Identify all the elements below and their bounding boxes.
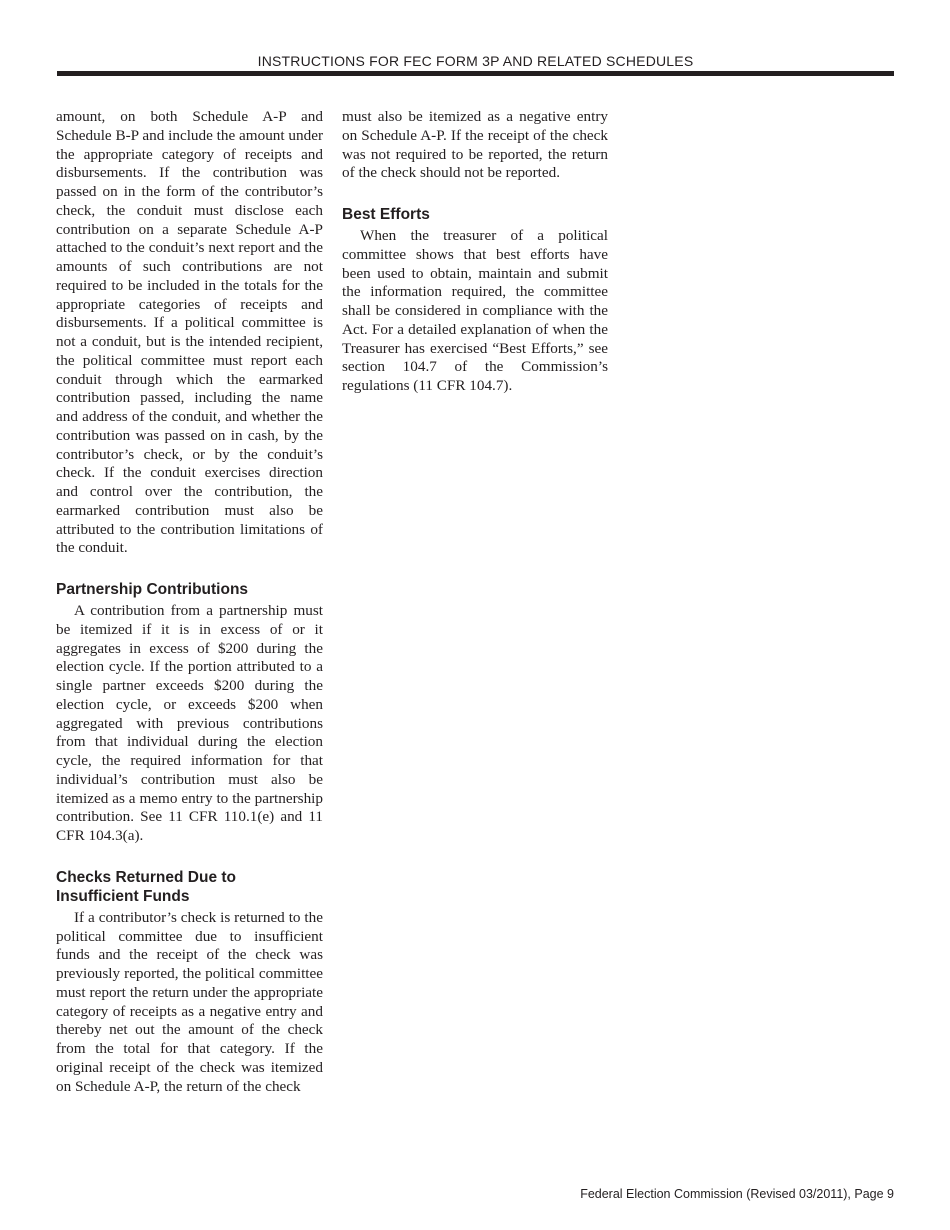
best-efforts-heading: Best Efforts	[342, 206, 430, 223]
partnership-contributions-heading: Partnership Contributions	[56, 581, 249, 598]
section-gap	[342, 183, 608, 205]
page-header-title: INSTRUCTIONS FOR FEC FORM 3P AND RELATED SCHEDULES	[257, 53, 694, 69]
left-column	[56, 108, 323, 1096]
partnership-contributions-paragraph: A contribution from a partnership must be itemized if it is in excess of or it aggregates in excess of $200 during the election cycle. If the portion attributed to a single partner exceeds $200 during the election cycle, or exceeds $200 when aggregated with previous contributions from that individual during the election cycle, the required information for that individual’s contribution must also be itemized as a memo entry to the partnership contribution. See 11 CFR 110.1(e) and 11 CFR 104.3(a).	[56, 602, 323, 844]
checks-returned-paragraph: If a contributor’s check is returned to the political committee due to insufficient funds and the receipt of the check was previously reported, the political committee must report the return under the appropriate category of receipts as a negative entry and thereby net out the amount of the check from the total for that category. If the original receipt of the check was itemized on Schedule A-P, the return of the check	[56, 908, 323, 1095]
checks-returned-heading-line2: Insufficient Funds	[56, 887, 190, 905]
section-gap	[56, 846, 323, 868]
header-rule	[57, 71, 894, 76]
checks-returned-continued-paragraph: must also be itemized as a negative entry on Schedule A-P. If the receipt of the check was not required to be reported, the return of the check should not be reported.	[342, 108, 608, 182]
checks-returned-heading-line1: Checks Returned Due to	[56, 868, 237, 886]
page-footer: Federal Election Commission (Revised 03/2011), Page 9	[580, 1187, 894, 1201]
section-gap	[56, 558, 323, 580]
right-column	[342, 108, 608, 396]
checks-returned-heading	[56, 868, 323, 906]
best-efforts-paragraph: When the treasurer of a political committee shows that best efforts have been used to obtain, maintain and submit the information required, the committee shall be considered in compliance with the Act. For a detailed explanation of when the Treasurer has exercised “Best Efforts,” see section 104.7 of the Commission’s regulations (11 CFR 104.7).	[342, 227, 608, 394]
earmarked-continued-paragraph: amount, on both Schedule A-P and Schedule B-P and include the amount under the appropriate category of receipts and disbursements. If the contribution was passed on in the form of the contributor’s check, the conduit must disclose each contribution on a separate Schedule A-P attached to the conduit’s next report and the amounts of such contributions are not required to be included in the totals for the appropriate categories of receipts and disbursements. If a political committee is not a conduit, but is the intended recipient, the political committee must report each conduit through which the earmarked contribution passed, including the name and address of the conduit, and whether the contribution was passed on in cash, by the contributor’s check, or by the conduit’s check. If the conduit exercises direction and control over the contribution, the earmarked contribution must also be attributed to the contribution limitations of the conduit.	[56, 108, 323, 557]
